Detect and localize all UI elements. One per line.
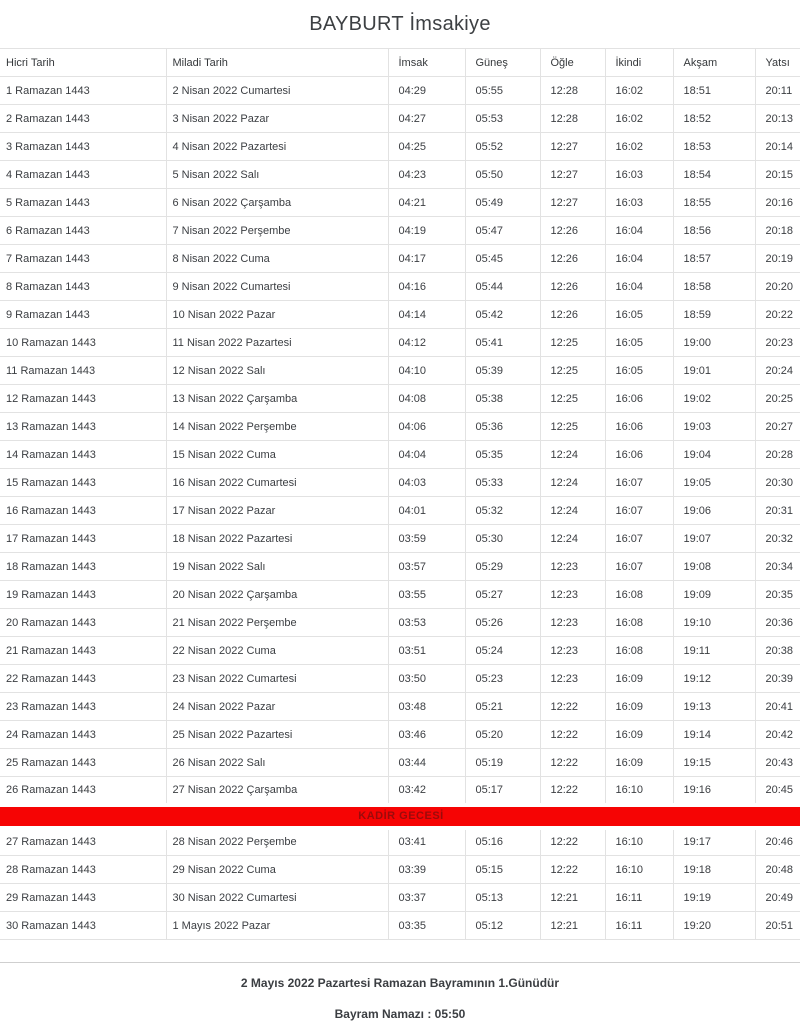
cell-imsak: 04:21: [388, 189, 465, 217]
cell-imsak: 03:53: [388, 609, 465, 637]
cell-miladi-tarih: 28 Nisan 2022 Perşembe: [166, 828, 388, 856]
cell-ogle: 12:27: [540, 189, 605, 217]
cell-gunes: 05:33: [465, 469, 540, 497]
cell-gunes: 05:42: [465, 301, 540, 329]
cell-miladi-tarih: 17 Nisan 2022 Pazar: [166, 497, 388, 525]
cell-gunes: 05:16: [465, 828, 540, 856]
cell-miladi-tarih: 10 Nisan 2022 Pazar: [166, 301, 388, 329]
bayram-prayer-time: Bayram Namazı : 05:50: [334, 1007, 466, 1021]
cell-gunes: 05:41: [465, 329, 540, 357]
cell-yatsi: 20:15: [755, 161, 800, 189]
cell-gunes: 05:39: [465, 357, 540, 385]
cell-imsak: 04:04: [388, 441, 465, 469]
cell-aksam: 19:15: [673, 749, 755, 777]
cell-imsak: 03:51: [388, 637, 465, 665]
cell-ikindi: 16:04: [605, 273, 673, 301]
cell-hicri-tarih: 4 Ramazan 1443: [0, 161, 166, 189]
cell-imsak: 03:44: [388, 749, 465, 777]
cell-ogle: 12:23: [540, 609, 605, 637]
prayer-times-table: [0, 48, 800, 940]
table-row: [0, 665, 800, 693]
cell-gunes: 05:21: [465, 693, 540, 721]
cell-miladi-tarih: 3 Nisan 2022 Pazar: [166, 105, 388, 133]
cell-ogle: 12:24: [540, 497, 605, 525]
cell-hicri-tarih: 25 Ramazan 1443: [0, 749, 166, 777]
cell-gunes: 05:12: [465, 912, 540, 940]
table-row: [0, 884, 800, 912]
cell-miladi-tarih: 20 Nisan 2022 Çarşamba: [166, 581, 388, 609]
cell-gunes: 05:49: [465, 189, 540, 217]
cell-aksam: 19:16: [673, 777, 755, 805]
cell-ikindi: 16:08: [605, 609, 673, 637]
cell-hicri-tarih: 21 Ramazan 1443: [0, 637, 166, 665]
cell-imsak: 04:03: [388, 469, 465, 497]
column-header-imsak: İmsak: [388, 49, 465, 77]
cell-yatsi: 20:25: [755, 385, 800, 413]
cell-hicri-tarih: 5 Ramazan 1443: [0, 189, 166, 217]
cell-ikindi: 16:09: [605, 721, 673, 749]
cell-miladi-tarih: 29 Nisan 2022 Cuma: [166, 856, 388, 884]
cell-ogle: 12:22: [540, 693, 605, 721]
table-row: [0, 301, 800, 329]
cell-ogle: 12:25: [540, 413, 605, 441]
cell-miladi-tarih: 8 Nisan 2022 Cuma: [166, 245, 388, 273]
cell-miladi-tarih: 24 Nisan 2022 Pazar: [166, 693, 388, 721]
cell-gunes: 05:27: [465, 581, 540, 609]
cell-hicri-tarih: 20 Ramazan 1443: [0, 609, 166, 637]
bayram-day-note: 2 Mayıs 2022 Pazartesi Ramazan Bayramının 1.Günüdür: [240, 976, 560, 990]
cell-hicri-tarih: 9 Ramazan 1443: [0, 301, 166, 329]
cell-miladi-tarih: 19 Nisan 2022 Salı: [166, 553, 388, 581]
cell-miladi-tarih: 6 Nisan 2022 Çarşamba: [166, 189, 388, 217]
cell-yatsi: 20:11: [755, 77, 800, 105]
cell-ogle: 12:27: [540, 133, 605, 161]
table-row: [0, 385, 800, 413]
cell-ogle: 12:23: [540, 665, 605, 693]
cell-imsak: 04:27: [388, 105, 465, 133]
cell-ikindi: 16:07: [605, 553, 673, 581]
cell-ikindi: 16:10: [605, 828, 673, 856]
cell-hicri-tarih: 27 Ramazan 1443: [0, 828, 166, 856]
cell-aksam: 19:05: [673, 469, 755, 497]
cell-ikindi: 16:05: [605, 301, 673, 329]
cell-gunes: 05:32: [465, 497, 540, 525]
cell-hicri-tarih: 2 Ramazan 1443: [0, 105, 166, 133]
cell-ikindi: 16:06: [605, 441, 673, 469]
cell-ikindi: 16:10: [605, 777, 673, 805]
cell-aksam: 19:03: [673, 413, 755, 441]
column-header-aksam: Akşam: [673, 49, 755, 77]
cell-aksam: 18:52: [673, 105, 755, 133]
cell-yatsi: 20:42: [755, 721, 800, 749]
cell-imsak: 03:35: [388, 912, 465, 940]
cell-imsak: 04:17: [388, 245, 465, 273]
cell-hicri-tarih: 3 Ramazan 1443: [0, 133, 166, 161]
cell-imsak: 03:55: [388, 581, 465, 609]
cell-ikindi: 16:03: [605, 189, 673, 217]
table-row: [0, 189, 800, 217]
table-row: [0, 609, 800, 637]
cell-ikindi: 16:02: [605, 133, 673, 161]
cell-imsak: 03:37: [388, 884, 465, 912]
cell-miladi-tarih: 18 Nisan 2022 Pazartesi: [166, 525, 388, 553]
cell-hicri-tarih: 24 Ramazan 1443: [0, 721, 166, 749]
column-header-gunes: Güneş: [465, 49, 540, 77]
table-row: [0, 912, 800, 940]
cell-hicri-tarih: 13 Ramazan 1443: [0, 413, 166, 441]
table-row: [0, 497, 800, 525]
cell-imsak: 04:10: [388, 357, 465, 385]
cell-miladi-tarih: 1 Mayıs 2022 Pazar: [166, 912, 388, 940]
cell-gunes: 05:24: [465, 637, 540, 665]
table-row: [0, 441, 800, 469]
cell-aksam: 19:07: [673, 525, 755, 553]
cell-miladi-tarih: 26 Nisan 2022 Salı: [166, 749, 388, 777]
cell-aksam: 19:19: [673, 884, 755, 912]
cell-yatsi: 20:51: [755, 912, 800, 940]
cell-aksam: 19:04: [673, 441, 755, 469]
cell-yatsi: 20:48: [755, 856, 800, 884]
cell-miladi-tarih: 9 Nisan 2022 Cumartesi: [166, 273, 388, 301]
cell-miladi-tarih: 23 Nisan 2022 Cumartesi: [166, 665, 388, 693]
cell-imsak: 04:06: [388, 413, 465, 441]
cell-miladi-tarih: 16 Nisan 2022 Cumartesi: [166, 469, 388, 497]
cell-yatsi: 20:46: [755, 828, 800, 856]
cell-yatsi: 20:28: [755, 441, 800, 469]
cell-imsak: 04:12: [388, 329, 465, 357]
cell-aksam: 19:00: [673, 329, 755, 357]
cell-ogle: 12:28: [540, 105, 605, 133]
cell-miladi-tarih: 11 Nisan 2022 Pazartesi: [166, 329, 388, 357]
cell-gunes: 05:15: [465, 856, 540, 884]
cell-yatsi: 20:18: [755, 217, 800, 245]
cell-ikindi: 16:07: [605, 469, 673, 497]
cell-yatsi: 20:19: [755, 245, 800, 273]
cell-aksam: 18:54: [673, 161, 755, 189]
cell-gunes: 05:20: [465, 721, 540, 749]
cell-gunes: 05:38: [465, 385, 540, 413]
cell-yatsi: 20:39: [755, 665, 800, 693]
table-row: [0, 273, 800, 301]
cell-ogle: 12:21: [540, 912, 605, 940]
cell-ikindi: 16:08: [605, 637, 673, 665]
cell-gunes: 05:17: [465, 777, 540, 805]
table-row: [0, 856, 800, 884]
cell-miladi-tarih: 15 Nisan 2022 Cuma: [166, 441, 388, 469]
cell-yatsi: 20:27: [755, 413, 800, 441]
cell-yatsi: 20:49: [755, 884, 800, 912]
cell-gunes: 05:19: [465, 749, 540, 777]
cell-ikindi: 16:11: [605, 912, 673, 940]
cell-hicri-tarih: 14 Ramazan 1443: [0, 441, 166, 469]
table-row: [0, 413, 800, 441]
cell-ikindi: 16:07: [605, 497, 673, 525]
column-header-hicri-tarih: Hicri Tarih: [0, 49, 166, 77]
cell-ikindi: 16:02: [605, 77, 673, 105]
cell-ogle: 12:22: [540, 856, 605, 884]
cell-ikindi: 16:04: [605, 217, 673, 245]
cell-hicri-tarih: 10 Ramazan 1443: [0, 329, 166, 357]
cell-miladi-tarih: 12 Nisan 2022 Salı: [166, 357, 388, 385]
table-row: [0, 525, 800, 553]
cell-yatsi: 20:14: [755, 133, 800, 161]
cell-hicri-tarih: 28 Ramazan 1443: [0, 856, 166, 884]
table-row: [0, 693, 800, 721]
cell-imsak: 04:19: [388, 217, 465, 245]
cell-gunes: 05:23: [465, 665, 540, 693]
cell-imsak: 03:41: [388, 828, 465, 856]
table-row: [0, 217, 800, 245]
cell-ogle: 12:25: [540, 329, 605, 357]
table-row: [0, 553, 800, 581]
cell-gunes: 05:44: [465, 273, 540, 301]
cell-aksam: 19:11: [673, 637, 755, 665]
cell-ogle: 12:26: [540, 217, 605, 245]
cell-hicri-tarih: 17 Ramazan 1443: [0, 525, 166, 553]
cell-yatsi: 20:43: [755, 749, 800, 777]
cell-gunes: 05:26: [465, 609, 540, 637]
table-row: [0, 105, 800, 133]
cell-ogle: 12:27: [540, 161, 605, 189]
cell-imsak: 03:50: [388, 665, 465, 693]
cell-yatsi: 20:35: [755, 581, 800, 609]
cell-ikindi: 16:05: [605, 357, 673, 385]
cell-hicri-tarih: 8 Ramazan 1443: [0, 273, 166, 301]
cell-ikindi: 16:02: [605, 105, 673, 133]
cell-imsak: 04:14: [388, 301, 465, 329]
cell-hicri-tarih: 15 Ramazan 1443: [0, 469, 166, 497]
cell-ogle: 12:23: [540, 581, 605, 609]
cell-imsak: 03:39: [388, 856, 465, 884]
cell-ogle: 12:28: [540, 77, 605, 105]
table-row: [0, 329, 800, 357]
cell-yatsi: 20:24: [755, 357, 800, 385]
table-row: [0, 77, 800, 105]
table-row: [0, 161, 800, 189]
cell-ogle: 12:24: [540, 441, 605, 469]
cell-aksam: 19:14: [673, 721, 755, 749]
table-header: [0, 49, 800, 77]
page-title: BAYBURT İmsakiye: [309, 13, 491, 35]
cell-hicri-tarih: 7 Ramazan 1443: [0, 245, 166, 273]
cell-miladi-tarih: 13 Nisan 2022 Çarşamba: [166, 385, 388, 413]
cell-hicri-tarih: 6 Ramazan 1443: [0, 217, 166, 245]
cell-miladi-tarih: 27 Nisan 2022 Çarşamba: [166, 777, 388, 805]
cell-hicri-tarih: 22 Ramazan 1443: [0, 665, 166, 693]
cell-ogle: 12:21: [540, 884, 605, 912]
cell-ogle: 12:25: [540, 357, 605, 385]
cell-imsak: 03:48: [388, 693, 465, 721]
table-row: [0, 133, 800, 161]
cell-ikindi: 16:05: [605, 329, 673, 357]
cell-imsak: 04:29: [388, 77, 465, 105]
cell-yatsi: 20:32: [755, 525, 800, 553]
cell-aksam: 19:20: [673, 912, 755, 940]
cell-yatsi: 20:41: [755, 693, 800, 721]
cell-ikindi: 16:07: [605, 525, 673, 553]
cell-aksam: 19:12: [673, 665, 755, 693]
cell-aksam: 18:51: [673, 77, 755, 105]
cell-ikindi: 16:03: [605, 161, 673, 189]
cell-hicri-tarih: 26 Ramazan 1443: [0, 777, 166, 805]
cell-aksam: 19:08: [673, 553, 755, 581]
cell-aksam: 19:01: [673, 357, 755, 385]
cell-hicri-tarih: 29 Ramazan 1443: [0, 884, 166, 912]
cell-ogle: 12:25: [540, 385, 605, 413]
table-row: [0, 749, 800, 777]
cell-gunes: 05:53: [465, 105, 540, 133]
cell-miladi-tarih: 7 Nisan 2022 Perşembe: [166, 217, 388, 245]
kadir-gecesi-banner: [0, 805, 800, 828]
cell-miladi-tarih: 14 Nisan 2022 Perşembe: [166, 413, 388, 441]
cell-hicri-tarih: 11 Ramazan 1443: [0, 357, 166, 385]
cell-yatsi: 20:34: [755, 553, 800, 581]
cell-ogle: 12:26: [540, 273, 605, 301]
cell-ikindi: 16:08: [605, 581, 673, 609]
cell-ogle: 12:24: [540, 469, 605, 497]
cell-hicri-tarih: 19 Ramazan 1443: [0, 581, 166, 609]
cell-gunes: 05:55: [465, 77, 540, 105]
cell-ogle: 12:22: [540, 721, 605, 749]
cell-hicri-tarih: 16 Ramazan 1443: [0, 497, 166, 525]
cell-gunes: 05:47: [465, 217, 540, 245]
cell-yatsi: 20:20: [755, 273, 800, 301]
cell-ikindi: 16:09: [605, 749, 673, 777]
table-row: [0, 721, 800, 749]
cell-aksam: 18:59: [673, 301, 755, 329]
cell-aksam: 19:06: [673, 497, 755, 525]
cell-hicri-tarih: 1 Ramazan 1443: [0, 77, 166, 105]
cell-ogle: 12:24: [540, 525, 605, 553]
cell-imsak: 03:42: [388, 777, 465, 805]
cell-ogle: 12:22: [540, 777, 605, 805]
kadir-gecesi-label: KADİR GECESİ: [0, 805, 800, 828]
table-body: [0, 77, 800, 940]
cell-aksam: 19:13: [673, 693, 755, 721]
header-row: [0, 49, 800, 77]
cell-imsak: 03:57: [388, 553, 465, 581]
cell-ikindi: 16:06: [605, 385, 673, 413]
cell-hicri-tarih: 18 Ramazan 1443: [0, 553, 166, 581]
cell-gunes: 05:13: [465, 884, 540, 912]
cell-miladi-tarih: 5 Nisan 2022 Salı: [166, 161, 388, 189]
cell-aksam: 18:55: [673, 189, 755, 217]
cell-gunes: 05:30: [465, 525, 540, 553]
cell-ogle: 12:22: [540, 749, 605, 777]
cell-ogle: 12:26: [540, 301, 605, 329]
cell-yatsi: 20:38: [755, 637, 800, 665]
cell-yatsi: 20:31: [755, 497, 800, 525]
cell-gunes: 05:45: [465, 245, 540, 273]
column-header-yatsi: Yatsı: [755, 49, 800, 77]
cell-yatsi: 20:45: [755, 777, 800, 805]
footer: [0, 962, 800, 1033]
cell-gunes: 05:52: [465, 133, 540, 161]
column-header-miladi-tarih: Miladi Tarih: [166, 49, 388, 77]
cell-aksam: 19:18: [673, 856, 755, 884]
cell-hicri-tarih: 30 Ramazan 1443: [0, 912, 166, 940]
cell-yatsi: 20:23: [755, 329, 800, 357]
cell-aksam: 18:56: [673, 217, 755, 245]
table-row: [0, 637, 800, 665]
cell-gunes: 05:50: [465, 161, 540, 189]
table-row: [0, 828, 800, 856]
cell-aksam: 18:58: [673, 273, 755, 301]
table-row: [0, 777, 800, 805]
table-row: [0, 245, 800, 273]
cell-ikindi: 16:09: [605, 665, 673, 693]
cell-ogle: 12:22: [540, 828, 605, 856]
cell-gunes: 05:35: [465, 441, 540, 469]
column-header-ikindi: İkindi: [605, 49, 673, 77]
cell-imsak: 04:16: [388, 273, 465, 301]
cell-gunes: 05:29: [465, 553, 540, 581]
cell-miladi-tarih: 30 Nisan 2022 Cumartesi: [166, 884, 388, 912]
table-row: [0, 581, 800, 609]
cell-yatsi: 20:36: [755, 609, 800, 637]
cell-aksam: 18:57: [673, 245, 755, 273]
cell-yatsi: 20:13: [755, 105, 800, 133]
cell-imsak: 04:08: [388, 385, 465, 413]
table-row: [0, 469, 800, 497]
cell-ikindi: 16:06: [605, 413, 673, 441]
cell-yatsi: 20:30: [755, 469, 800, 497]
cell-aksam: 19:17: [673, 828, 755, 856]
cell-ikindi: 16:10: [605, 856, 673, 884]
cell-imsak: 04:23: [388, 161, 465, 189]
cell-miladi-tarih: 22 Nisan 2022 Cuma: [166, 637, 388, 665]
cell-gunes: 05:36: [465, 413, 540, 441]
cell-miladi-tarih: 2 Nisan 2022 Cumartesi: [166, 77, 388, 105]
cell-imsak: 04:01: [388, 497, 465, 525]
cell-yatsi: 20:22: [755, 301, 800, 329]
cell-miladi-tarih: 4 Nisan 2022 Pazartesi: [166, 133, 388, 161]
cell-miladi-tarih: 21 Nisan 2022 Perşembe: [166, 609, 388, 637]
cell-aksam: 19:02: [673, 385, 755, 413]
cell-ikindi: 16:11: [605, 884, 673, 912]
column-header-ogle: Öğle: [540, 49, 605, 77]
cell-imsak: 04:25: [388, 133, 465, 161]
cell-yatsi: 20:16: [755, 189, 800, 217]
cell-imsak: 03:59: [388, 525, 465, 553]
cell-miladi-tarih: 25 Nisan 2022 Pazartesi: [166, 721, 388, 749]
cell-hicri-tarih: 23 Ramazan 1443: [0, 693, 166, 721]
cell-aksam: 19:10: [673, 609, 755, 637]
cell-imsak: 03:46: [388, 721, 465, 749]
cell-ikindi: 16:04: [605, 245, 673, 273]
cell-ogle: 12:23: [540, 637, 605, 665]
cell-ogle: 12:23: [540, 553, 605, 581]
table-row: [0, 357, 800, 385]
cell-aksam: 18:53: [673, 133, 755, 161]
cell-ikindi: 16:09: [605, 693, 673, 721]
cell-ogle: 12:26: [540, 245, 605, 273]
cell-aksam: 19:09: [673, 581, 755, 609]
cell-hicri-tarih: 12 Ramazan 1443: [0, 385, 166, 413]
